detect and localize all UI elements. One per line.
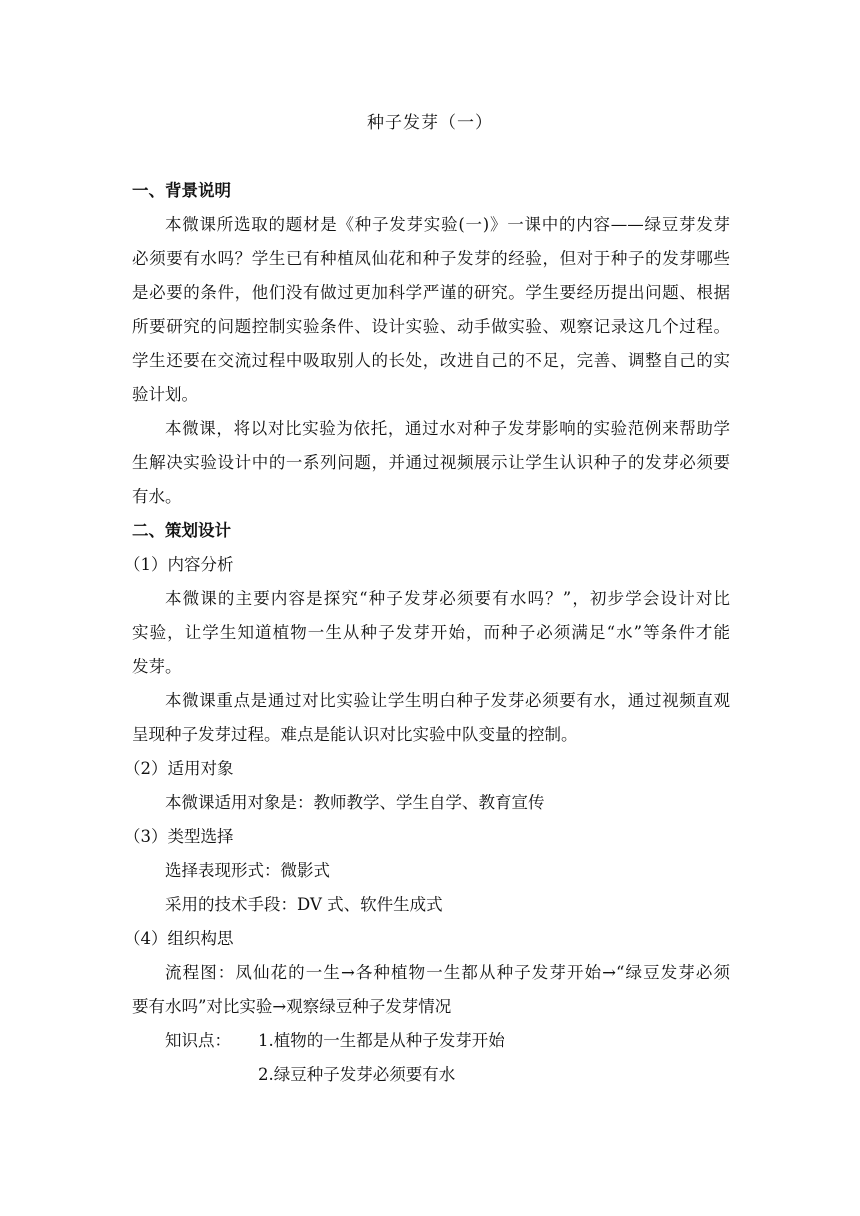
text-line: 必须要有水吗？学生已有种植凤仙花和种子发芽的经验，但对于种子的发芽哪些 [132,249,730,268]
knowledge-point-item: 1.植物的一生都是从种子发芽开始 [258,1031,505,1050]
document-body [124,174,730,1092]
audience-text: 本微课适用对象是：教师教学、学生自学、教育宣传 [165,793,545,812]
text-line: 要有水吗”对比实验→观察绿豆种子发芽情况 [132,997,452,1016]
text-line: 实验，让学生知道植物一生从种子发芽开始，而种子必须满足“水”等条件才能 [132,623,730,642]
text-line: 本微课，将以对比实验为依托，通过水对种子发芽影响的实验范例来帮助学 [165,419,730,438]
subsection-heading-audience: （2）适用对象 [124,759,234,778]
knowledge-points-row [132,1024,730,1058]
text-line: 本微课重点是通过对比实验让学生明白种子发芽必须要有水，通过视频直观 [165,691,730,710]
paragraph-background-2 [132,412,730,514]
text-line: 本微课所选取的题材是《种子发芽实验(一)》一课中的内容——绿豆芽发芽 [165,215,730,234]
subsection-heading-type: （3）类型选择 [124,827,234,846]
text-line: 验计划。 [132,385,198,404]
text-line: 有水。 [132,487,182,506]
document-title: 种子发芽（一） [367,113,493,133]
text-line: 呈现种子发芽过程。难点是能认识对比实验中队变量的控制。 [132,725,578,744]
paragraph-content-analysis-2 [132,684,730,752]
text-line: 发芽。 [132,657,182,676]
text-line: 是必要的条件，他们没有做过更加科学严谨的研究。学生要经历提出问题、根据 [132,283,730,302]
text-line: 本微课的主要内容是探究“种子发芽必须要有水吗？”，初步学会设计对比 [165,589,730,608]
section-heading-background: 一、背景说明 [132,181,231,200]
text-line: 所要研究的问题控制实验条件、设计实验、动手做实验、观察记录这几个过程。 [132,317,730,336]
knowledge-point-item: 2.绿豆种子发芽必须要有水 [258,1065,456,1084]
paragraph-background-1 [132,208,730,412]
technique-text: 采用的技术手段：DV 式、软件生成式 [165,895,443,914]
presentation-form-text: 选择表现形式：微影式 [165,861,330,880]
flowchart-paragraph [132,956,730,1024]
text-line: 生解决实验设计中的一系列问题，并通过视频展示让学生认识种子的发芽必须要 [132,453,730,472]
paragraph-content-analysis-1 [132,582,730,684]
knowledge-points-label: 知识点： [165,1031,231,1050]
section-heading-planning: 二、策划设计 [132,521,231,540]
text-line: 流程图：凤仙花的一生→各种植物一生都从种子发芽开始→“绿豆发芽必须 [165,963,730,982]
subsection-heading-organization: （4）组织构思 [124,929,234,948]
subsection-heading-content-analysis: （1）内容分析 [124,555,234,574]
text-line: 学生还要在交流过程中吸取别人的长处，改进自己的不足，完善、调整自己的实 [132,351,730,370]
